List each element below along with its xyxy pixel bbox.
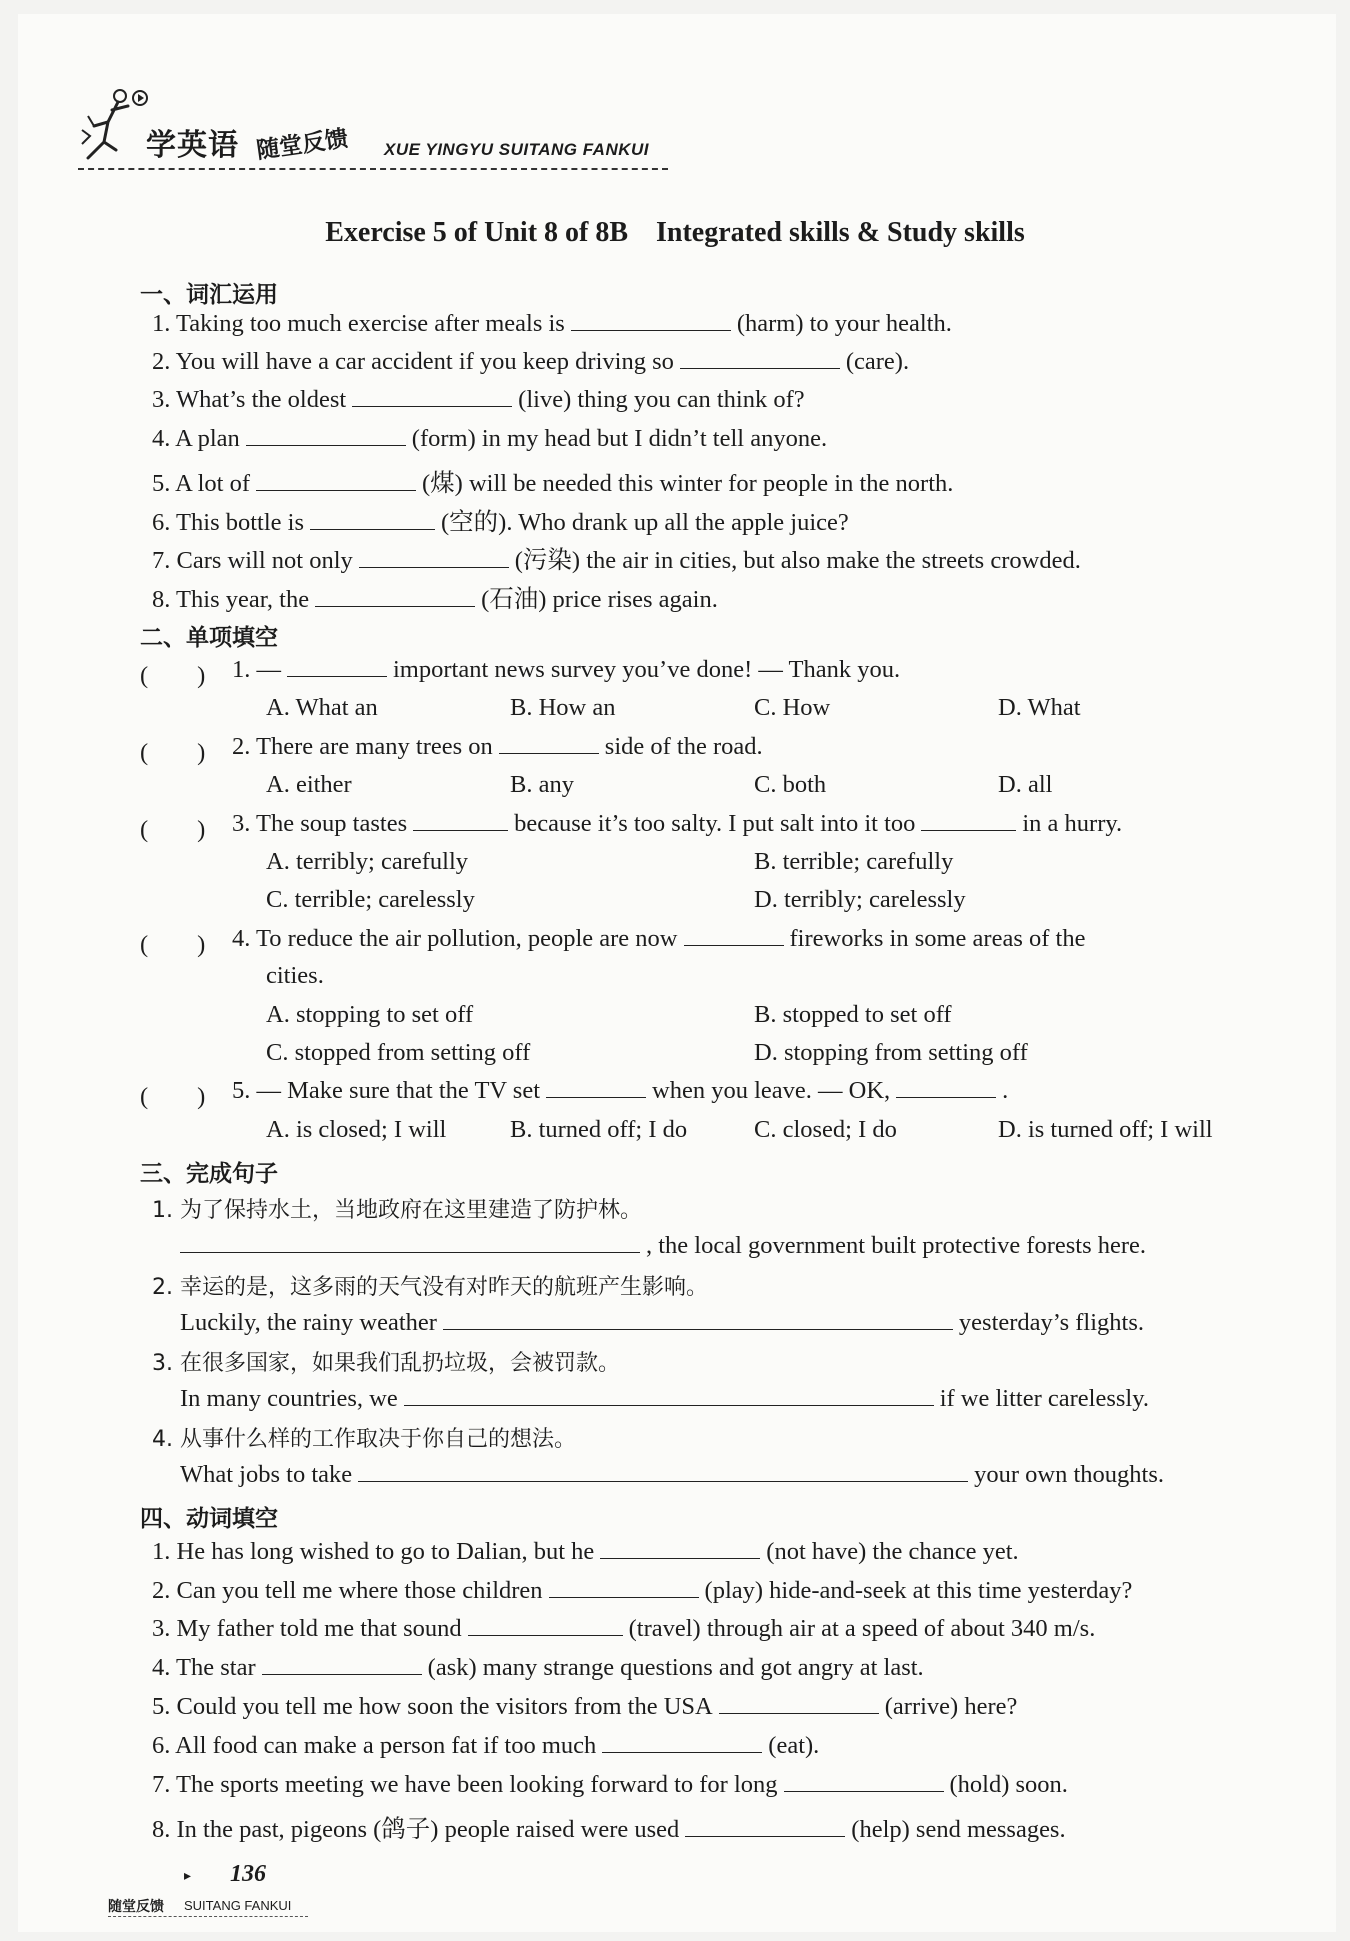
option-d: D. What [998,694,1081,721]
answer-blank [413,829,508,831]
option-b: B. How an [510,694,616,721]
vocab-item-4: 4. A plan (form) in my head but I didn’t tell anyone. [152,425,828,452]
answer-blank[interactable] [246,444,406,446]
option-b: B. turned off; I do [510,1116,688,1143]
answer-blank[interactable] [571,329,731,331]
answer-blank [287,675,387,677]
option-c: C. terrible; carelessly [266,886,475,913]
answer-paren[interactable]: ( ) [140,662,206,689]
vocab-item-3: 3. What’s the oldest (live) thing you can think of? [152,386,805,413]
answer-paren[interactable]: ( ) [140,931,206,958]
answer-blank[interactable] [310,528,435,530]
answer-blank[interactable] [600,1557,760,1559]
answer-blank[interactable] [352,405,512,407]
brand-subtitle-cn: 随堂反馈 [254,125,350,165]
option-c: C. closed; I do [754,1116,897,1143]
vocab-item-6: 6. This bottle is (空的). Who drank up all the apple juice? [152,509,849,536]
option-d: D. terribly; carelessly [754,886,966,913]
verb-item-5: 5. Could you tell me how soon the visitors from the USA (arrive) here? [152,1693,1018,1720]
option-a: A. is closed; I will [266,1116,447,1143]
answer-blank [896,1096,996,1098]
translate-answer-2: Luckily, the rainy weather yesterday’s flights. [180,1309,1144,1336]
answer-paren[interactable]: ( ) [140,1083,206,1110]
option-b: B. stopped to set off [754,1001,952,1028]
option-a: A. terribly; carefully [266,848,469,875]
translate-answer-4: What jobs to take your own thoughts. [180,1461,1165,1488]
option-c: C. How [754,694,831,721]
option-d: D. is turned off; I will [998,1116,1213,1143]
answer-blank[interactable] [359,566,509,568]
arrow-right-icon: ▸ [184,1868,192,1884]
verb-item-8: 8. In the past, pigeons (鸽子) people raised were used (help) send messages. [152,1816,1066,1843]
mc-question-5: 5. — Make sure that the TV set when you leave. — OK, . [232,1077,1009,1104]
answer-blank[interactable] [404,1404,934,1406]
option-c: C. stopped from setting off [266,1039,531,1066]
section-3-heading: 三、完成句子 [140,1161,278,1187]
section-2-heading: 二、单项填空 [140,625,278,651]
option-a: A. either [266,771,352,798]
answer-blank [499,752,599,754]
answer-blank[interactable] [315,605,475,607]
option-d: D. all [998,771,1053,798]
footer-brand-en: SUITANG FANKUI [184,1898,292,1913]
verb-item-6: 6. All food can make a person fat if too much (eat). [152,1732,820,1759]
brand-title-en: XUE YINGYU SUITANG FANKUI [384,140,650,159]
header-logo [78,86,678,166]
answer-blank[interactable] [256,489,416,491]
vocab-item-2: 2. You will have a car accident if you keep driving so (care). [152,348,910,375]
verb-item-4: 4. The star (ask) many strange questions and got angry at last. [152,1654,924,1681]
option-b: B. terrible; carefully [754,848,954,875]
vocab-item-1: 1. Taking too much exercise after meals is (harm) to your health. [152,310,952,337]
option-d: D. stopping from setting off [754,1039,1028,1066]
footer-divider [108,1916,308,1917]
translate-answer-1: , the local government built protective forests here. [180,1232,1146,1260]
answer-blank[interactable] [468,1634,623,1636]
verb-item-7: 7. The sports meeting we have been looking forward to for long (hold) soon. [152,1771,1068,1798]
answer-paren[interactable]: ( ) [140,739,206,766]
section-4-heading: 四、动词填空 [140,1506,278,1532]
footer-brand-cn: 随堂反馈 [108,1899,164,1915]
answer-blank[interactable] [602,1751,762,1753]
answer-paren[interactable]: ( ) [140,816,206,843]
vocab-item-8: 8. This year, the (石油) price rises again. [152,586,718,613]
section-1-heading: 一、词汇运用 [140,282,278,308]
option-a: A. stopping to set off [266,1001,474,1028]
mc-question-2: 2. There are many trees on side of the road. [232,733,763,760]
answer-blank[interactable] [262,1673,422,1675]
vocab-item-7: 7. Cars will not only (污染) the air in cities, but also make the streets crowded. [152,547,1081,574]
translate-prompt-4: 4. 从事什么样的工作取决于你自己的想法。 [152,1427,576,1452]
answer-blank[interactable] [784,1790,944,1792]
answer-blank [684,944,784,946]
translate-prompt-1: 1. 为了保持水土，当地政府在这里建造了防护林。 [152,1198,642,1223]
answer-blank [546,1096,646,1098]
mc-question-3: 3. The soup tastes because it’s too salty. I put salt into it too in a hurry. [232,810,1123,837]
answer-blank[interactable] [358,1480,968,1482]
verb-item-1: 1. He has long wished to go to Dalian, but he (not have) the chance yet. [152,1538,1019,1565]
answer-blank[interactable] [685,1835,845,1837]
translate-prompt-3: 3. 在很多国家，如果我们乱扔垃圾，会被罚款。 [152,1351,620,1376]
exercise-title: Exercise 5 of Unit 8 of 8B Integrated skills & Study skills [325,217,1025,248]
verb-item-2: 2. Can you tell me where those children (play) hide-and-seek at this time yesterday? [152,1577,1133,1604]
mc-question-4-cont: cities. [266,962,324,989]
header-divider [78,168,668,170]
runner-logo-icon [78,86,148,166]
answer-blank[interactable] [719,1712,879,1714]
brand-title-cn: 学英语 [146,128,239,163]
mc-question-1: 1. — important news survey you’ve done! — Thank you. [232,656,901,683]
translate-answer-3: In many countries, we if we litter carelessly. [180,1385,1150,1412]
option-c: C. both [754,771,827,798]
vocab-item-5: 5. A lot of (煤) will be needed this winter for people in the north. [152,470,954,497]
option-b: B. any [510,771,574,798]
answer-blank[interactable] [680,367,840,369]
answer-blank[interactable] [549,1596,699,1598]
answer-blank[interactable] [180,1251,640,1253]
translate-prompt-2: 2. 幸运的是，这多雨的天气没有对昨天的航班产生影响。 [152,1275,708,1300]
answer-blank [921,829,1016,831]
page-number: 136 [230,1861,266,1887]
mc-question-4: 4. To reduce the air pollution, people are now fireworks in some areas of the [232,925,1086,952]
answer-blank[interactable] [443,1328,953,1330]
verb-item-3: 3. My father told me that sound (travel) through air at a speed of about 340 m/s. [152,1615,1096,1642]
option-a: A. What an [266,694,378,721]
